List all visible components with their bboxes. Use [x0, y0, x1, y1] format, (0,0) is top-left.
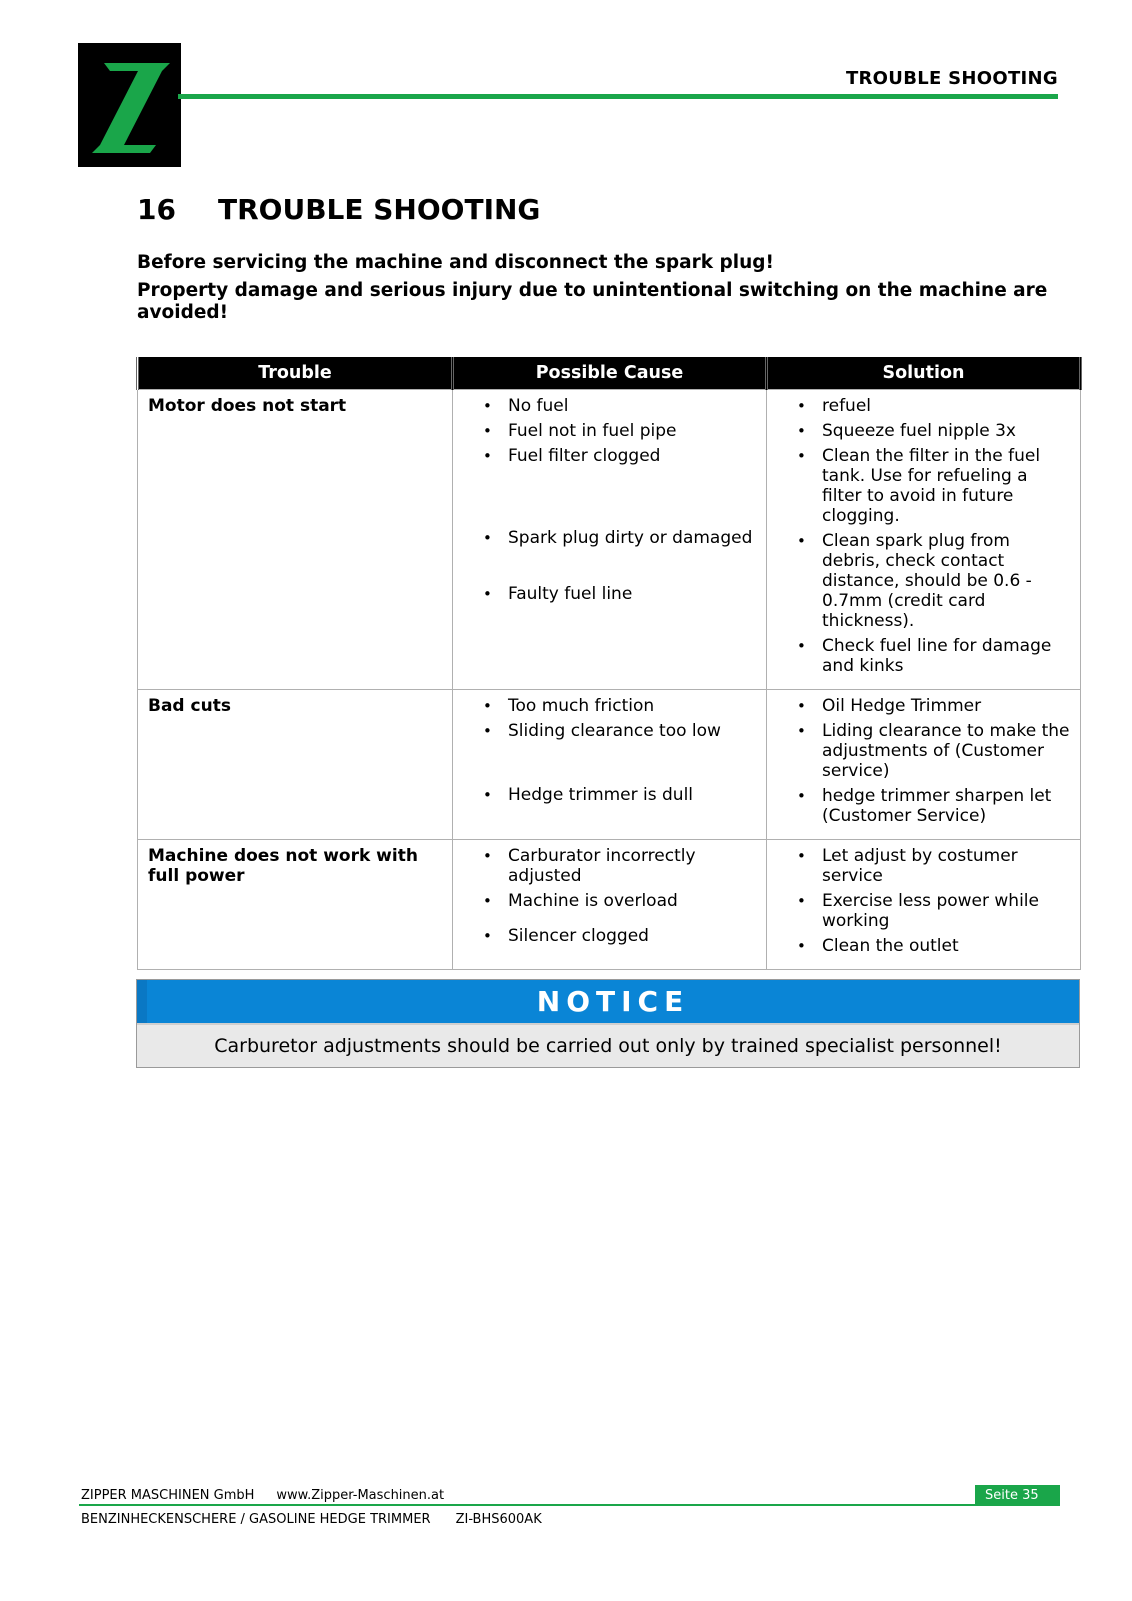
solution-cell [767, 690, 1081, 840]
table-row [138, 390, 1081, 690]
table-header-row [138, 357, 1081, 390]
solution-item: • hedge trimmer sharpen let (Customer Service) [777, 786, 1070, 826]
header-rule [178, 94, 1058, 99]
zipper-logo [78, 43, 181, 167]
footer-product: BENZINHECKENSCHERE / GASOLINE HEDGE TRIMMER [81, 1512, 431, 1527]
cause-item: • Carburator incorrectly adjusted [463, 846, 756, 886]
chapter-title: TROUBLE SHOOTING [218, 193, 541, 226]
table-row [138, 840, 1081, 970]
cause-item: • Faulty fuel line [463, 584, 756, 604]
column-header-possible-cause: Possible Cause [453, 357, 767, 390]
page-number-badge: Seite 35 [975, 1485, 1060, 1506]
footer-model: ZI-BHS600AK [455, 1512, 542, 1527]
notice-text: Carburetor adjustments should be carried out only by trained specialist personnel! [137, 1023, 1079, 1067]
column-header-trouble: Trouble [138, 357, 453, 390]
solution-cell [767, 390, 1081, 690]
solution-item: • Clean the outlet [777, 936, 1070, 956]
solution-item: • Oil Hedge Trimmer [777, 696, 1070, 716]
chapter-number: 16 [137, 193, 176, 226]
footer-url: www.Zipper-Maschinen.at [276, 1488, 445, 1503]
solution-item: • Clean the filter in the fuel tank. Use for refueling a filter to avoid in future clogging. [777, 446, 1070, 526]
running-header-title: TROUBLE SHOOTING [845, 68, 1058, 89]
notice-title: NOTICE [137, 980, 1079, 1023]
cause-item: • Machine is overload [463, 891, 756, 911]
solution-item: • Liding clearance to make the adjustments of (Customer service) [777, 721, 1070, 781]
cause-item: • Silencer clogged [463, 926, 756, 946]
solution-item: • refuel [777, 396, 1070, 416]
cause-item: • Fuel filter clogged [463, 446, 756, 466]
notice-box [136, 979, 1080, 1068]
solution-item: • Check fuel line for damage and kinks [777, 636, 1070, 676]
solution-item: • Let adjust by costumer service [777, 846, 1070, 886]
cause-item: • Too much friction [463, 696, 756, 716]
solution-cell [767, 840, 1081, 970]
trouble-shooting-table [136, 357, 1082, 970]
footer-line-1 [81, 1488, 444, 1503]
cause-item: • Sliding clearance too low [463, 721, 756, 741]
column-header-solution: Solution [767, 357, 1081, 390]
cause-item: • Fuel not in fuel pipe [463, 421, 756, 441]
cause-item: • Hedge trimmer is dull [463, 785, 756, 805]
safety-warning: Property damage and serious injury due to unintentional switching on the machine are avoided! [137, 280, 1048, 323]
cause-cell [453, 840, 767, 970]
trouble-cell: Motor does not start [138, 390, 453, 690]
cause-cell [453, 690, 767, 840]
solution-item: • Exercise less power while working [777, 891, 1070, 931]
safety-warning: Before servicing the machine and disconnect the spark plug! [137, 252, 774, 273]
cause-item: • Spark plug dirty or damaged [463, 528, 756, 548]
cause-item: • No fuel [463, 396, 756, 416]
chapter-heading [137, 193, 540, 226]
table-row [138, 690, 1081, 840]
cause-cell [453, 390, 767, 690]
footer-rule [79, 1504, 1059, 1506]
solution-item: • Squeeze fuel nipple 3x [777, 421, 1070, 441]
trouble-cell: Bad cuts [138, 690, 453, 840]
solution-item: • Clean spark plug from debris, check contact distance, should be 0.6 - 0.7mm (credit card thickness). [777, 531, 1070, 631]
trouble-cell: Machine does not work with full power [138, 840, 453, 970]
zipper-z-icon [78, 43, 181, 167]
footer-line-2 [81, 1512, 542, 1527]
footer-company: ZIPPER MASCHINEN GmbH [81, 1488, 255, 1503]
